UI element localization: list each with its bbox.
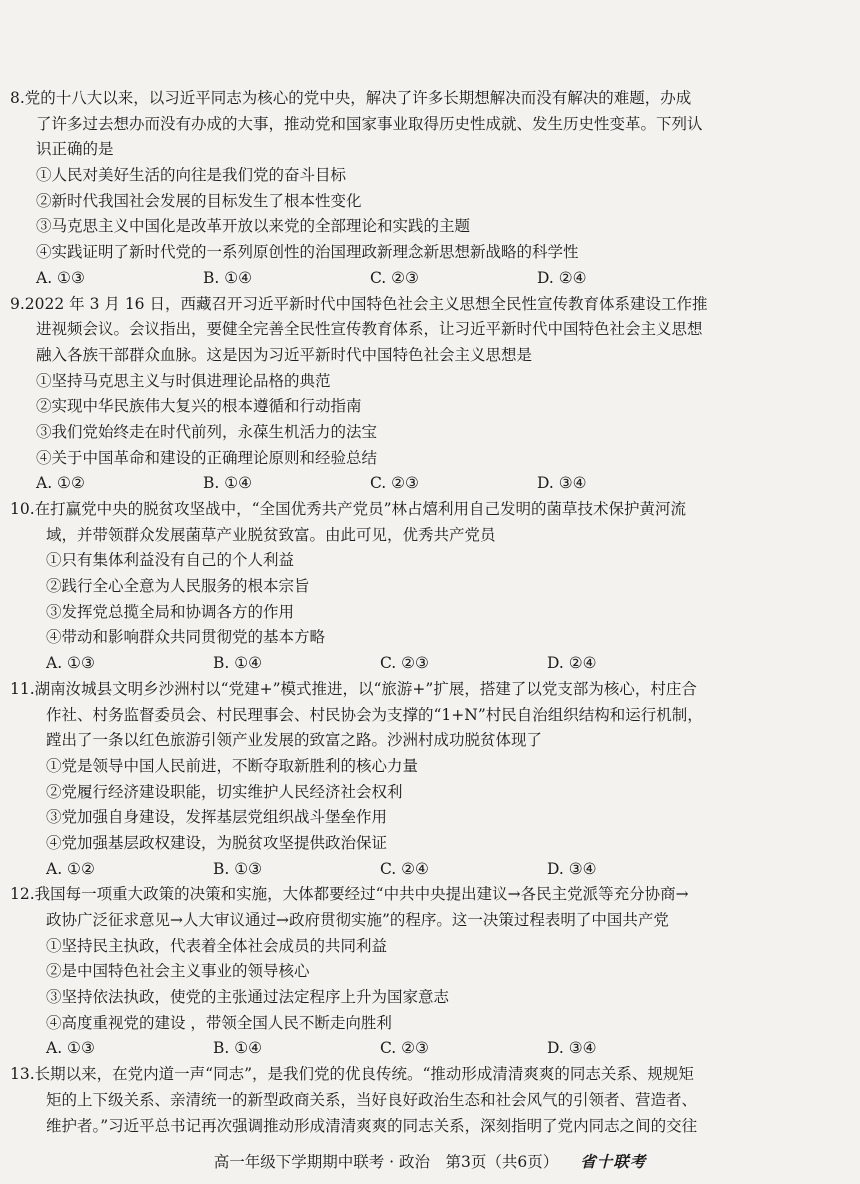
answer-choice: B. ①④	[203, 474, 253, 493]
statement-option: ①人民对美好生活的向往是我们党的奋斗目标	[36, 166, 347, 185]
question-stem-line	[10, 1088, 832, 1114]
answer-choices	[10, 651, 832, 677]
answer-choice: A. ①②	[36, 474, 85, 493]
statement-option: ①坚持民主执政，代表着全体社会成员的共同利益	[46, 936, 388, 955]
question-number: 13.	[10, 1065, 35, 1084]
question-stem-line	[10, 497, 832, 523]
answer-choice: B. ①④	[213, 654, 263, 673]
question-stem-text: 矩的上下级关系、亲清统一的新型政商关系，当好良好政治生态和社会风气的引领者、营造者、	[46, 1090, 698, 1109]
question-stem-line	[10, 703, 832, 729]
question-stem-line	[10, 1062, 832, 1088]
question-9	[10, 292, 832, 498]
question-stem-text: 进视频会议。会议指出，要健全完善全民性宣传教育体系，让习近平新时代中国特色社会主义思想	[36, 320, 703, 339]
question-stem-line	[10, 882, 832, 908]
statement-option: ①党是领导中国人民前进，不断夺取新胜利的核心力量	[46, 756, 419, 775]
question-stem-text: 在打赢党中央的脱贫攻坚战中，“全国优秀共产党员”林占熺利用自己发明的菌草技术保护黄河流	[34, 500, 687, 518]
statement-option: ①只有集体利益没有自己的个人利益	[46, 551, 295, 570]
answer-choice: A. ①③	[46, 654, 95, 673]
answer-choice: D. ③④	[547, 859, 597, 878]
answer-choice: D. ②④	[537, 268, 587, 287]
statement-option: ④党加强基层政权建设，为脱贫攻坚提供政治保证	[46, 833, 388, 852]
question-list	[10, 86, 832, 1139]
question-stem-text: 我国每一项重大政策的决策和实施，大体都要经过“中共中央提出建议→各民主党派等充分协商→	[34, 885, 689, 904]
statement-option: ④高度重视党的建设 ，带领全国人民不断走向胜利	[46, 1013, 392, 1032]
answer-choice: A. ①③	[36, 268, 85, 287]
question-12	[10, 882, 832, 1062]
question-number: 11.	[10, 679, 35, 698]
page-footer	[0, 1151, 860, 1173]
question-stem-text: 2022 年 3 月 16 日，西藏召开习近平新时代中国特色社会主义思想全民性宣传教育体系建设工作推	[24, 294, 708, 313]
question-stem-line	[10, 292, 832, 318]
question-stem-line	[10, 728, 832, 754]
answer-choice: C. ②③	[380, 654, 429, 673]
question-13	[10, 1062, 832, 1139]
question-stem-line	[10, 112, 832, 138]
question-stem-line	[10, 1114, 832, 1140]
question-stem-text: 了许多过去想办而没有办成的大事，推动党和国家事业取得历史性成就、发生历史性变革。下列认	[36, 114, 703, 133]
statement-option: ③发挥党总揽全局和协调各方的作用	[46, 602, 295, 621]
answer-choice: B. ①④	[203, 268, 253, 287]
footer-text: 高一年级下学期期中联考 · 政治 第3页（共6页）	[213, 1153, 559, 1171]
question-stem-line	[10, 137, 832, 163]
question-stem-line	[10, 86, 832, 112]
question-stem-text: 政协广泛征求意见→人大审议通过→政府贯彻实施”的程序。这一决策过程表明了中国共产党	[46, 911, 669, 929]
question-stem-line	[10, 908, 832, 934]
question-10	[10, 497, 832, 677]
statement-option: ②实现中华民族伟大复兴的根本遵循和行动指南	[36, 397, 362, 416]
statement-option: ③坚持依法执政，使党的主张通过法定程序上升为国家意志	[46, 988, 450, 1007]
footer-brand-logo: 省十联考	[580, 1153, 647, 1171]
answer-choice: B. ①④	[213, 1039, 263, 1058]
question-stem-text: 维护者。”习近平总书记再次强调推动形成清清爽爽的同志关系，深刻指明了党内同志之间的交往	[46, 1116, 698, 1135]
statement-option: ④实践证明了新时代党的一系列原创性的治国理政新理念新思想新战略的科学性	[36, 243, 579, 262]
question-stem-line	[10, 677, 832, 703]
statement-option: ④关于中国革命和建设的正确理论原则和经验总结	[36, 448, 378, 467]
question-number: 8.	[10, 89, 25, 107]
answer-choices	[10, 266, 832, 292]
statement-option: ②新时代我国社会发展的目标发生了根本性变化	[36, 191, 362, 210]
statement-option: ②是中国特色社会主义事业的领导核心	[46, 962, 310, 981]
answer-choices	[10, 857, 832, 883]
question-8	[10, 86, 832, 292]
answer-choices	[10, 471, 832, 497]
question-11	[10, 677, 832, 883]
statement-option: ③马克思主义中国化是改革开放以来党的全部理论和实践的主题	[36, 217, 471, 236]
question-stem-text: 长期以来，在党内道一声“同志”，是我们党的优良传统。“推动形成清清爽爽的同志关系、规规矩	[34, 1065, 694, 1084]
question-stem-line	[10, 317, 832, 343]
answer-choice: C. ②③	[370, 268, 419, 287]
answer-choice: C. ②④	[380, 859, 429, 878]
question-number: 12.	[10, 885, 35, 904]
question-stem-text: 域，并带领群众发展菌草产业脱贫致富。由此可见，优秀共产党员	[46, 525, 496, 544]
question-stem-line	[10, 343, 832, 369]
question-stem-text: 蹚出了一条以红色旅游引领产业发展的致富之路。沙洲村成功脱贫体现了	[46, 731, 543, 750]
statement-option: ②党履行经济建设职能，切实维护人民经济社会权利	[46, 782, 403, 801]
answer-choice: C. ②③	[380, 1039, 429, 1058]
answer-choice: D. ③④	[547, 1039, 597, 1058]
answer-choices	[10, 1036, 832, 1062]
question-stem-line	[10, 523, 832, 549]
question-stem-text: 党的十八大以来，以习近平同志为核心的党中央，解决了许多长期想解决而没有解决的难题，办成	[24, 89, 692, 107]
answer-choice: D. ②④	[547, 654, 597, 673]
statement-option: ②践行全心全意为人民服务的根本宗旨	[46, 577, 310, 596]
question-number: 9.	[10, 294, 25, 313]
answer-choice: A. ①③	[46, 1039, 95, 1058]
statement-option: ③党加强自身建设，发挥基层党组织战斗堡垒作用	[46, 808, 388, 827]
statement-option: ④带动和影响群众共同贯彻党的基本方略	[46, 628, 326, 647]
statement-option: ①坚持马克思主义与时俱进理论品格的典范	[36, 371, 331, 390]
question-stem-text: 融入各族干部群众血脉。这是因为习近平新时代中国特色社会主义思想是	[36, 345, 533, 364]
statement-option: ③我们党始终走在时代前列，永葆生机活力的法宝	[36, 422, 378, 441]
question-number: 10.	[10, 500, 35, 518]
question-stem-text: 作社、村务监督委员会、村民理事会、村民协会为支撑的“1+N”村民自治组织结构和运行机制，	[46, 705, 703, 724]
answer-choice: B. ①③	[213, 859, 263, 878]
question-stem-text: 识正确的是	[36, 140, 114, 159]
answer-choice: D. ③④	[537, 474, 587, 493]
question-stem-text: 湖南汝城县文明乡沙洲村以“党建+”模式推进，以“旅游+”扩展，搭建了以党支部为核心，村庄合	[34, 679, 697, 698]
answer-choice: A. ①②	[46, 859, 95, 878]
answer-choice: C. ②③	[370, 474, 419, 493]
